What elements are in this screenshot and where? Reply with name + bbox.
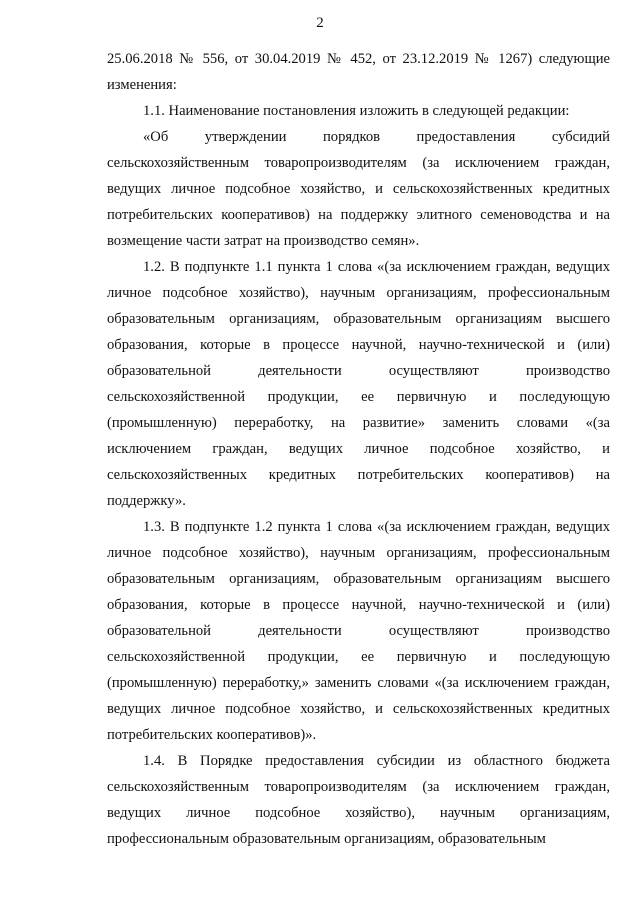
- paragraph-item-1-4: 1.4. В Порядке предоставления субсидии из областного бюджета сельскохозяйственным товаропроизводителям (за исключением граждан, ведущих личное подсобное хозяйство), научным организациям, профессиональным образовательным организациям, образовательным: [107, 753, 610, 847]
- paragraph-item-1-3: 1.3. В подпункте 1.2 пункта 1 слова «(за исключением граждан, ведущих личное подсобное хозяйство), научным организациям, профессиональным образовательным организациям, образовательным организациям высшего образования, которые в процессе научной, научно-технической и (или) образовательной деятельности осуществляют производство сельскохозяйственной продукции, ее первичную и последующую (промышленную) переработку,» заменить словами «(за исключением граждан, ведущих личное подсобное хозяйство, и сельскохозяйственных кредитных потребительских кооперативов)».: [107, 519, 610, 743]
- page-number: 2: [316, 15, 324, 31]
- paragraph-item-1-1: 1.1. Наименование постановления изложить в следующей редакции:: [143, 103, 570, 119]
- paragraph-amendments-intro: 25.06.2018 № 556, от 30.04.2019 № 452, от 23.12.2019 № 1267) следующие изменения:: [107, 51, 610, 93]
- paragraph-new-title: «Об утверждении порядков предоставления субсидий сельскохозяйственным товаропроизводителям (за исключением граждан, ведущих личное подсобное хозяйство, и сельскохозяйственных кредитных потребительских кооперативов) на поддержку элитного семеноводства и на возмещение части затрат на производство семян».: [107, 129, 610, 249]
- paragraph-item-1-2: 1.2. В подпункте 1.1 пункта 1 слова «(за исключением граждан, ведущих личное подсобное хозяйство), научным организациям, профессиональным образовательным организациям, образовательным организациям высшего образования, которые в процессе научной, научно-технической и (или) образовательной деятельности осуществляют производство сельскохозяйственной продукции, ее первичную и последующую (промышленную) переработку, на развитие» заменить словами «(за исключением граждан, ведущих личное подсобное хозяйство, и сельскохозяйственных кредитных потребительских кооперативов) на поддержку».: [107, 259, 610, 509]
- document-body: [107, 46, 610, 852]
